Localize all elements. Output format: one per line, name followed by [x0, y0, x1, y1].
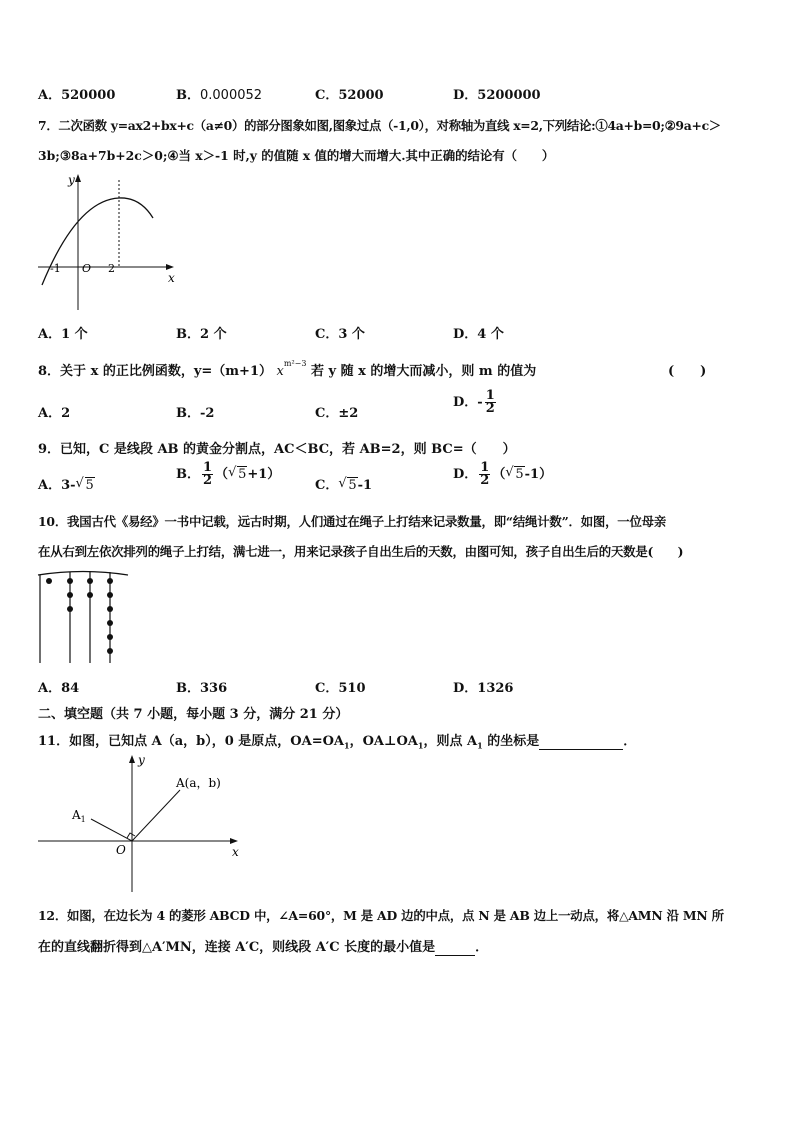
q6-option-b: B．0.000052 — [176, 88, 263, 103]
q10-knot — [107, 578, 113, 584]
q10-knot — [107, 648, 113, 654]
q10-top-bar — [38, 572, 128, 576]
q12-answer-blank[interactable] — [435, 940, 475, 956]
q10-knots — [46, 578, 113, 654]
q7-option-d: D．4 个 — [453, 327, 504, 342]
q10-knot — [67, 592, 73, 598]
q10-knot — [107, 620, 113, 626]
q10-knot — [87, 578, 93, 584]
q10-option-d: D．1326 — [453, 681, 514, 696]
q8-answer-paren: ( ) — [668, 364, 707, 379]
q7-option-c: C．3 个 — [315, 327, 365, 342]
q8-stem: 8．关于 x 的正比例函数，y=（m+1） $x^{m^2-3}$ 若 y 随 x 的增大而减小，则 m 的值为 — [38, 358, 537, 379]
q6-option-d: D．5200000 — [453, 88, 541, 103]
q11-origin: O — [116, 843, 126, 857]
q9-stem: 9．已知，C 是线段 AB 的黄金分割点，AC＜BC，若 AB=2，则 BC=（ ） — [38, 442, 516, 457]
q10-stem-line1: 10．我国古代《易经》一书中记载，远古时期，人们通过在绳子上打结来记录数量，即“结绳计数”．如图，一位母亲 — [38, 514, 667, 529]
q9-d-sqrt: √ 5 — [505, 467, 524, 482]
q11-segment-oa1 — [91, 819, 132, 841]
q11-point-a1-label: $A_1$ — [72, 808, 86, 824]
q9-a-sqrt: √ 5 — [76, 478, 95, 493]
q10-knot — [107, 592, 113, 598]
q7-option-a: A．1 个 — [38, 327, 88, 342]
q11-x-arrow — [230, 838, 238, 844]
q9-option-c: C．√ 5-1 — [315, 474, 372, 493]
q7-x-label: x — [168, 271, 175, 285]
q6-option-a: A．520000 — [38, 88, 116, 103]
q12-stem-line1: 12．如图，在边长为 4 的菱形 ABCD 中，∠A=60°，M 是 AD 边的中点，点 N 是 AB 边上一动点，将△AMN 沿 MN 所 — [38, 908, 724, 923]
q10-option-b: B．336 — [176, 681, 228, 696]
q10-option-a: A．84 — [38, 681, 80, 696]
q11-right-angle-mark — [127, 833, 135, 838]
q8-option-d: D．- $\frac{1}{2}$ — [453, 388, 495, 416]
q9-b-sqrt: √ 5 — [228, 467, 247, 482]
q11-point-a-label: A(a，b) — [176, 776, 221, 790]
q7-x-arrow — [166, 264, 174, 270]
q11-stem: 11．如图，已知点 A（a，b），0 是原点，$OA=OA_1$，$OA\perp OA_1$，则点 $A_1$ 的坐标是 ． — [38, 734, 637, 751]
q10-knot — [67, 606, 73, 612]
q10-knot — [87, 592, 93, 598]
q10-knot-rope-figure — [36, 567, 130, 665]
q7-y-label: y — [68, 173, 75, 187]
q7-parabola-graph — [30, 170, 190, 315]
q12-stem-line2: 在的直线翻折得到△A′MN，连接 A′C，则线段 A′C 长度的最小值是 ． — [38, 940, 489, 955]
q8-option-a: A．2 — [38, 406, 71, 421]
q7-tick-neg1: -1 — [50, 262, 61, 275]
q9-option-a: A．3-√ 5 — [38, 474, 95, 493]
q11-y-arrow — [129, 755, 135, 763]
q7-option-b: B．2 个 — [176, 327, 227, 342]
q11-segment-oa — [132, 790, 180, 841]
q8-option-c: C．±2 — [315, 406, 359, 421]
q7-tick-2: 2 — [108, 262, 115, 275]
q9-c-sqrt: √ 5 — [338, 478, 357, 493]
q8-fraction: $\frac{1}{2}$ — [485, 388, 495, 416]
section2-title: 二、填空题（共 7 小题，每小题 3 分，满分 21 分） — [38, 707, 349, 722]
q10-stem-line2: 在从右到左依次排列的绳子上打结，满七进一，用来记录孩子自出生后的天数，由图可知，孩子自出生后的天数是( ) — [38, 544, 684, 559]
q11-coordinate-figure — [34, 752, 244, 894]
q11-y-label: y — [138, 753, 145, 767]
q10-knot — [67, 578, 73, 584]
q10-option-c: C．510 — [315, 681, 366, 696]
q7-stem-line2: 3b;③8a+7b+2c＞0;④当 x＞-1 时,y 的值随 x 值的增大而增大.其中正确的结论有（ ） — [38, 148, 555, 163]
q6-option-c: C．52000 — [315, 88, 384, 103]
q7-stem-line1: 7．二次函数 y=ax2+bx+c（a≠0）的部分图象如图,图象过点（-1,0），对称轴为直线 x=2,下列结论:①4a+b=0;②9a+c＞ — [38, 118, 721, 133]
q11-answer-blank[interactable] — [539, 734, 623, 750]
q9-d-fraction: $\frac{1}{2}$ — [480, 460, 490, 488]
q11-x-label: x — [232, 845, 239, 859]
q9-option-b: B． $\frac{1}{2}$ （√ 5+1） — [176, 462, 280, 487]
q10-knot — [107, 606, 113, 612]
q10-knot — [46, 578, 52, 584]
q7-y-arrow — [75, 174, 81, 182]
q10-knot — [107, 634, 113, 640]
q7-origin: O — [82, 262, 92, 275]
q9-option-d: D． $\frac{1}{2}$ （√ 5-1） — [453, 462, 552, 487]
q9-b-fraction: $\frac{1}{2}$ — [203, 460, 213, 488]
q8-option-b: B．-2 — [176, 406, 215, 421]
